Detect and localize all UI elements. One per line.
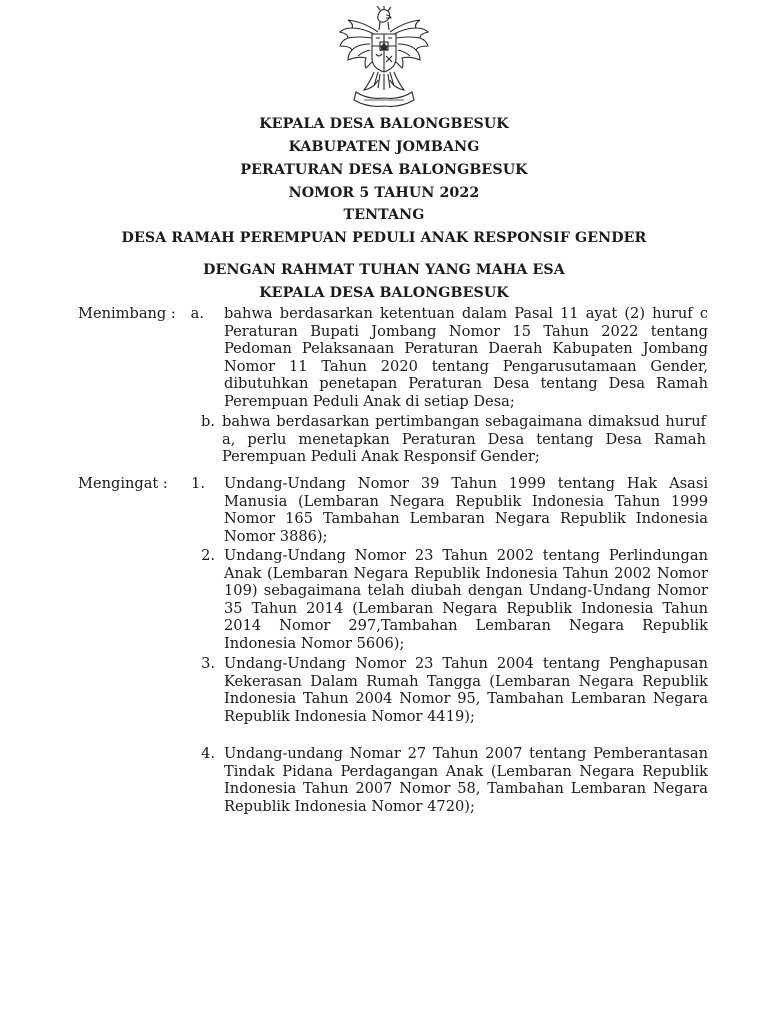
heading-nomor-tahun: NOMOR 5 TAHUN 2022	[288, 185, 480, 201]
mengingat-item-3: Undang-Undang Nomor 23 Tahun 2004 tentang Penghapusan Kekerasan Dalam Rumah Tangga (Lembaran Negara Republik Indonesia Tahun 2004 Nomor 95, Tambahan Lembaran Negara Republik Indonesia Nomor 4419);	[224, 655, 708, 725]
menimbang-item-a: bahwa berdasarkan ketentuan dalam Pasal 11 ayat (2) huruf c Peraturan Bupati Jombang Nomor 15 Tahun 2022 tentang Pedoman Pelaksanaan Peraturan Daerah Kabupaten Jombang Nomor 11 Tahun 2020 tentang Pengarusutamaan Gender, dibutuhkan penetapan Peraturan Desa tentang Desa Ramah Perempuan Peduli Anak di setiap Desa;	[224, 305, 708, 410]
menimbang-marker-a: a.	[190, 305, 204, 322]
mengingat-marker-2: 2.	[201, 547, 215, 564]
heading-tentang: TENTANG	[343, 207, 425, 223]
mengingat-marker-4: 4.	[201, 745, 215, 762]
heading-rahmat: DENGAN RAHMAT TUHAN YANG MAHA ESA	[203, 262, 565, 278]
mengingat-item-2: Undang-Undang Nomor 23 Tahun 2002 tentang Perlindungan Anak (Lembaran Negara Republik Indonesia Tahun 2002 Nomor 109) sebagaimana telah diubah dengan Undang-Undang Nomor 35 Tahun 2014 (Lembaran Negara Republik Indonesia Tahun 2014 Nomor 297,Tambahan Lembaran Negara Republik Indonesia Nomor 5606);	[224, 547, 708, 652]
menimbang-label: Menimbang :	[78, 305, 176, 322]
mengingat-item-4: Undang-undang Nomar 27 Tahun 2007 tentang Pemberantasan Tindak Pidana Perdagangan Anak (Lembaran Negara Republik Indonesia Tahun 2007 Nomor 58, Tambahan Lembaran Negara Republik Indonesia Nomor 4720);	[224, 745, 708, 815]
mengingat-marker-3: 3.	[201, 655, 215, 672]
mengingat-marker-1: 1.	[191, 475, 205, 492]
mengingat-item-1: Undang-Undang Nomor 39 Tahun 1999 tentang Hak Asasi Manusia (Lembaran Negara Republik Indonesia Tahun 1999 Nomor 165 Tambahan Lembaran Negara Republik Indonesia Nomor 3886);	[224, 475, 708, 545]
heading-peraturan-desa: PERATURAN DESA BALONGBESUK	[240, 162, 528, 178]
menimbang-item-b: bahwa berdasarkan pertimbangan sebagaimana dimaksud huruf a, perlu menetapkan Peraturan Desa tentang Desa Ramah Perempuan Peduli Anak Responsif Gender;	[222, 413, 706, 466]
heading-title: DESA RAMAH PEREMPUAN PEDULI ANAK RESPONSIF GENDER	[121, 230, 647, 246]
mengingat-label: Mengingat :	[78, 475, 168, 492]
heading-kabupaten: KABUPATEN JOMBANG	[288, 139, 480, 155]
heading-kepala-desa: KEPALA DESA BALONGBESUK	[259, 116, 509, 132]
garuda-emblem-icon	[334, 6, 434, 110]
menimbang-marker-b: b.	[201, 413, 215, 430]
heading-kepala-desa-2: KEPALA DESA BALONGBESUK	[259, 285, 509, 301]
